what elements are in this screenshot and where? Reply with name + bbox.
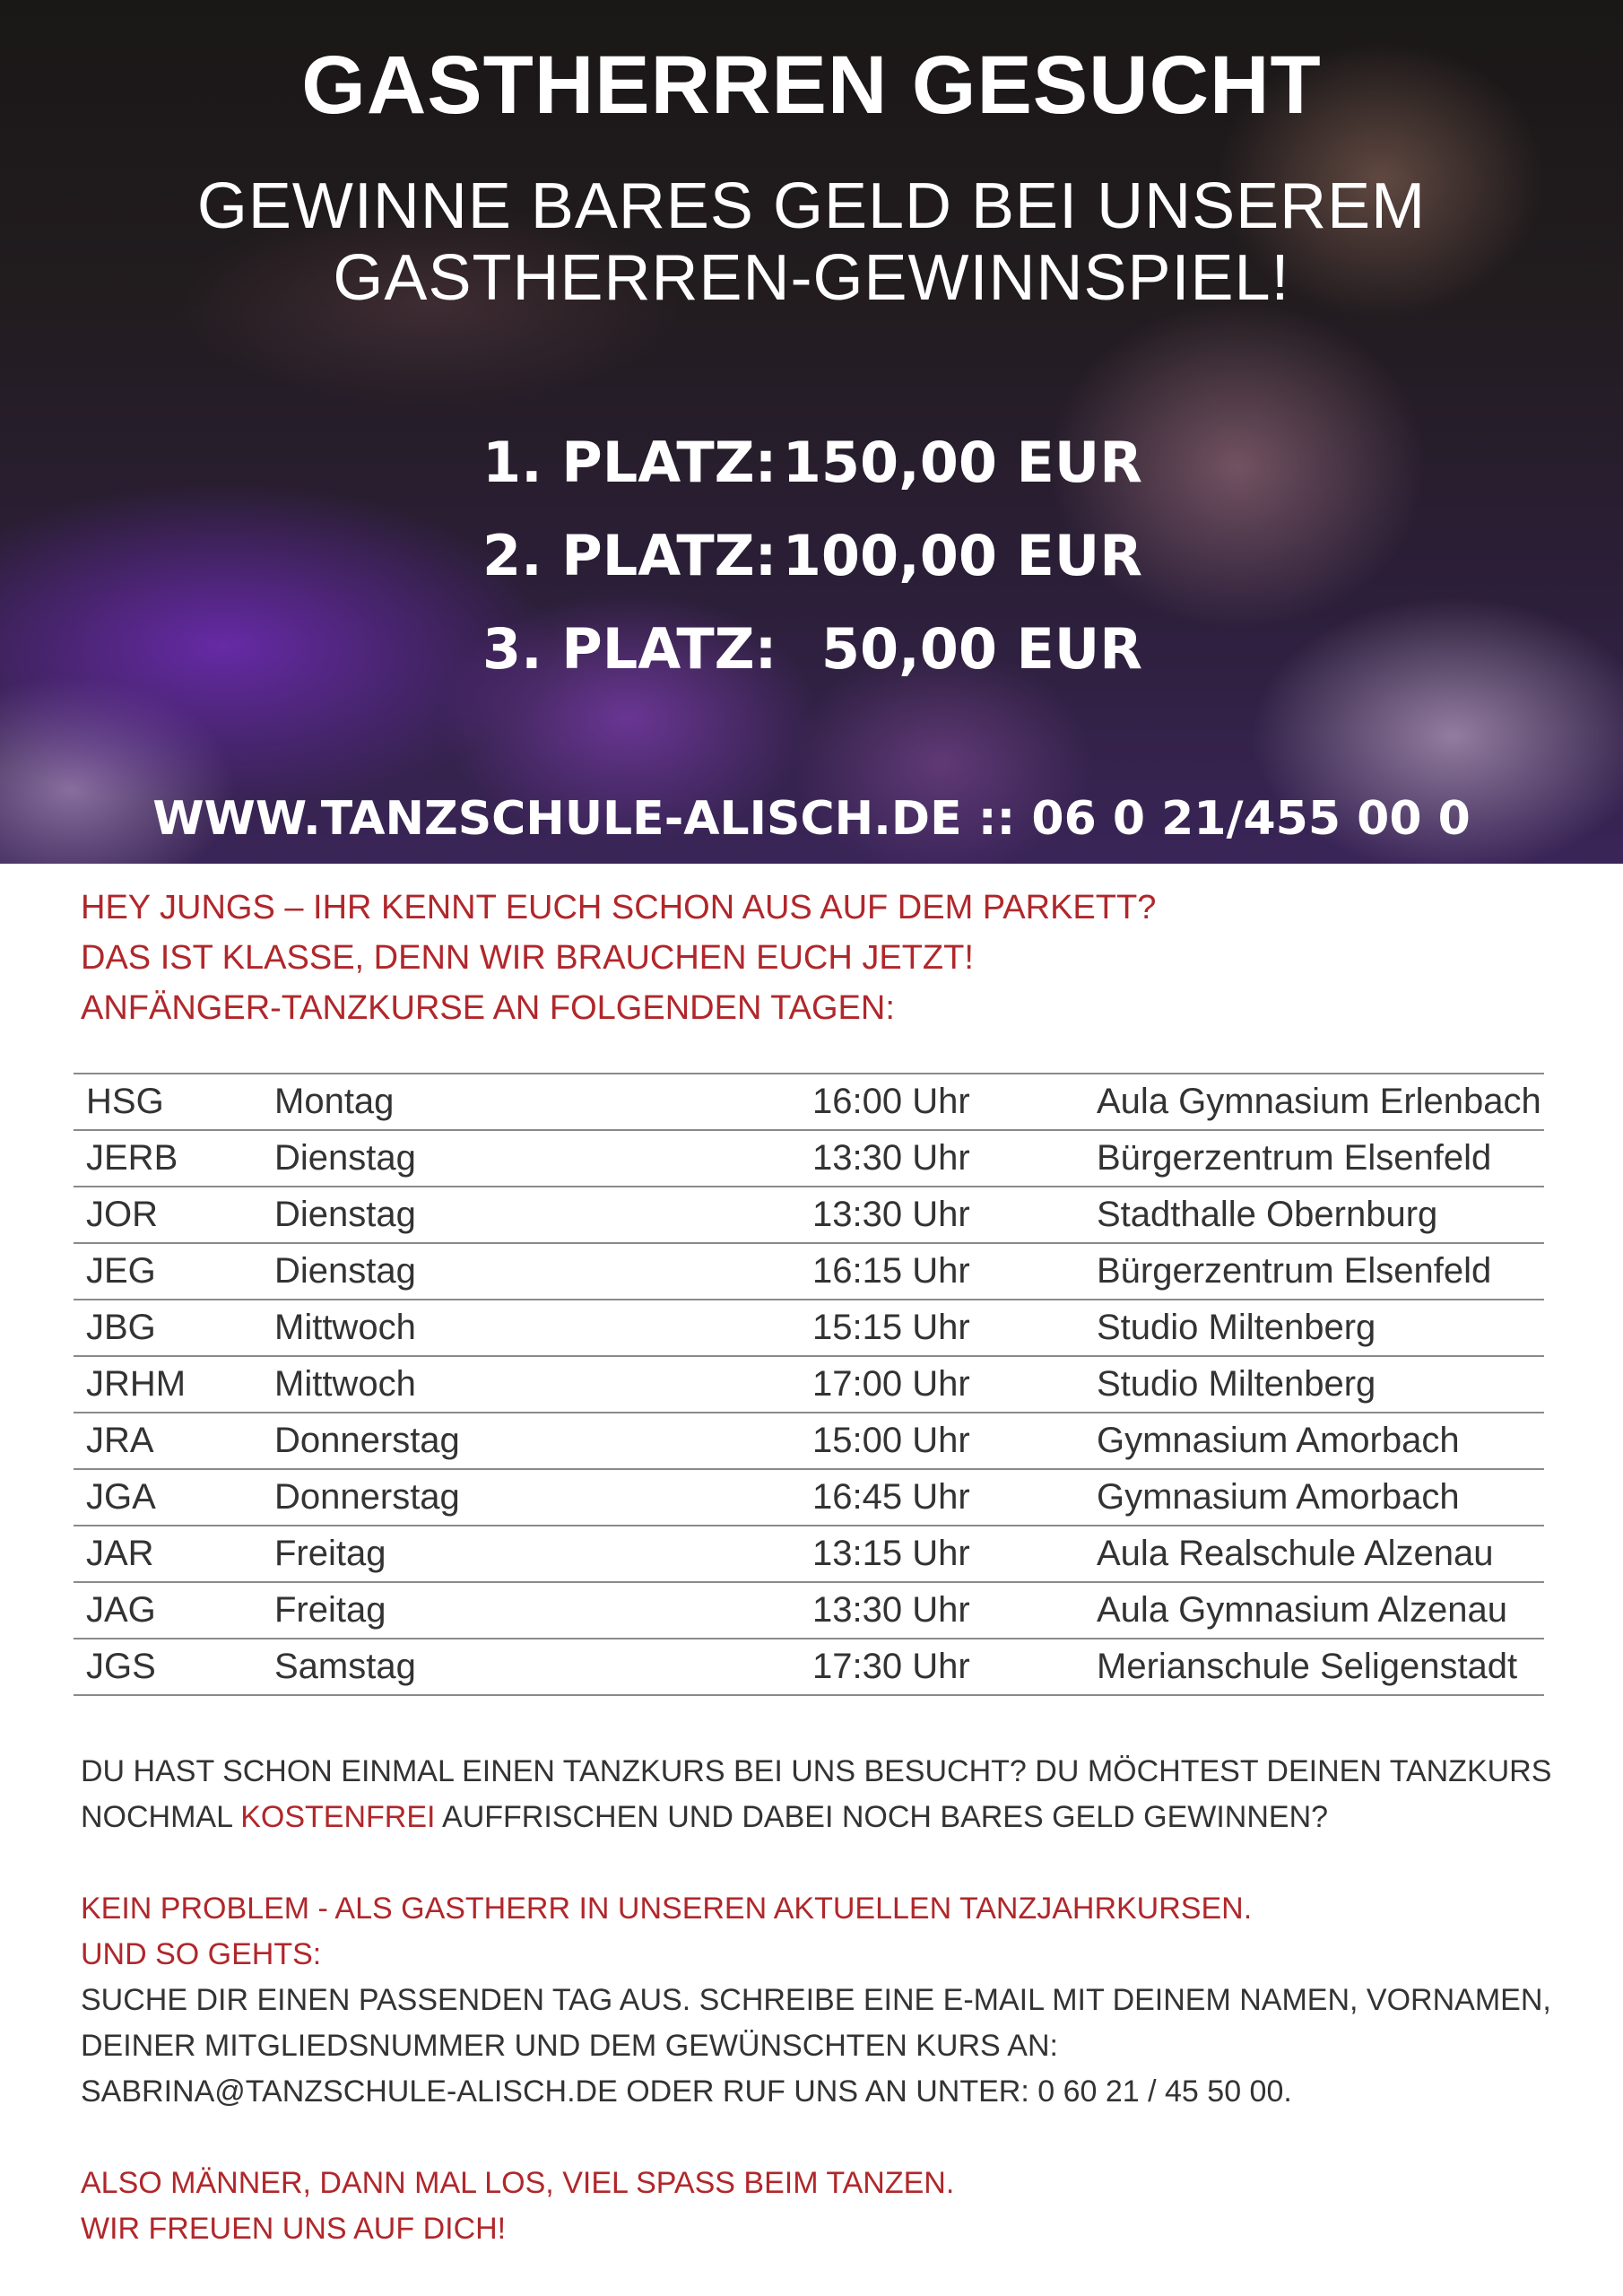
- course-code: JGS: [74, 1639, 262, 1695]
- course-day: Dienstag: [262, 1130, 800, 1187]
- prize-label: 2. PLATZ:: [482, 523, 777, 588]
- info-line: DEINER MITGLIEDSNUMMER UND DEM GEWÜNSCHTEN KURS AN:: [81, 2029, 1058, 2063]
- course-time: 15:15 Uhr: [800, 1300, 1084, 1356]
- course-location: Studio Miltenberg: [1084, 1300, 1544, 1356]
- course-location: Studio Miltenberg: [1084, 1356, 1544, 1413]
- intro-line: DAS IST KLASSE, DENN WIR BRAUCHEN EUCH JETZT!: [81, 939, 974, 977]
- prize-row: [482, 509, 1164, 603]
- table-row: [74, 1639, 1544, 1695]
- course-code: JGA: [74, 1469, 262, 1526]
- intro-line: HEY JUNGS – IHR KENNT EUCH SCHON AUS AUF DEM PARKETT?: [81, 889, 1157, 926]
- course-location: Aula Gymnasium Alzenau: [1084, 1582, 1544, 1639]
- course-day: Dienstag: [262, 1243, 800, 1300]
- course-time: 15:00 Uhr: [800, 1413, 1084, 1469]
- info-line: SUCHE DIR EINEN PASSENDEN TAG AUS. SCHREIBE EINE E-MAIL MIT DEINEM NAMEN, VORNAMEN,: [81, 1983, 1551, 2017]
- course-code: JRHM: [74, 1356, 262, 1413]
- info-line: UND SO GEHTS:: [81, 1937, 322, 1971]
- hero-subtitle-line: GASTHERREN-GEWINNSPIEL!: [333, 242, 1290, 314]
- course-time: 13:15 Uhr: [800, 1526, 1084, 1582]
- course-code: HSG: [74, 1074, 262, 1130]
- course-location: Stadthalle Obernburg: [1084, 1187, 1544, 1243]
- course-time: 13:30 Uhr: [800, 1582, 1084, 1639]
- course-location: Gymnasium Amorbach: [1084, 1469, 1544, 1526]
- course-day: Montag: [262, 1074, 800, 1130]
- prize-row: [482, 416, 1164, 509]
- course-location: Gymnasium Amorbach: [1084, 1413, 1544, 1469]
- prize-list: [482, 416, 1164, 696]
- info-text-part: AUFFRISCHEN UND DABEI NOCH BARES GELD GEWINNEN?: [435, 1800, 1329, 1834]
- prize-label: 3. PLATZ:: [482, 616, 777, 682]
- hero-subtitle-line: GEWINNE BARES GELD BEI UNSEREM: [196, 170, 1427, 242]
- course-location: Bürgerzentrum Elsenfeld: [1084, 1130, 1544, 1187]
- hero-banner: [0, 0, 1623, 864]
- course-code: JAR: [74, 1526, 262, 1582]
- course-time: 13:30 Uhr: [800, 1130, 1084, 1187]
- table-row: [74, 1130, 1544, 1187]
- spacer: [81, 1840, 1569, 1886]
- email-contact-line[interactable]: SABRINA@TANZSCHULE-ALISCH.DE ODER RUF UNS AN UNTER: 0 60 21 / 45 50 00.: [81, 2074, 1292, 2109]
- info-line: [81, 1795, 1569, 1840]
- contact-line[interactable]: WWW.TANZSCHULE-ALISCH.DE :: 06 0 21/455 00 0: [152, 792, 1471, 846]
- table-row: [74, 1526, 1544, 1582]
- prize-label: 1. PLATZ:: [482, 430, 777, 495]
- course-location: Aula Gymnasium Erlenbach: [1084, 1074, 1544, 1130]
- prize-row: [482, 603, 1164, 696]
- course-day: Samstag: [262, 1639, 800, 1695]
- course-day: Freitag: [262, 1582, 800, 1639]
- course-code: JOR: [74, 1187, 262, 1243]
- course-code: JRA: [74, 1413, 262, 1469]
- course-time: 16:45 Uhr: [800, 1469, 1084, 1526]
- prize-amount: 100,00 EUR: [782, 523, 1142, 588]
- hero-subtitle: [0, 170, 1623, 314]
- spacer: [81, 2115, 1569, 2161]
- info-line: DU HAST SCHON EINMAL EINEN TANZKURS BEI UNS BESUCHT? DU MÖCHTEST DEINEN TANZKURS: [81, 1754, 1552, 1788]
- table-row: [74, 1413, 1544, 1469]
- course-day: Freitag: [262, 1526, 800, 1582]
- info-line: WIR FREUEN UNS AUF DICH!: [81, 2212, 507, 2246]
- table-row: [74, 1356, 1544, 1413]
- course-location: Merianschule Seligenstadt: [1084, 1639, 1544, 1695]
- course-code: JBG: [74, 1300, 262, 1356]
- course-code: JERB: [74, 1130, 262, 1187]
- course-schedule-table: [74, 1073, 1544, 1696]
- course-day: Mittwoch: [262, 1356, 800, 1413]
- info-text: [81, 1749, 1569, 2252]
- course-time: 16:00 Uhr: [800, 1074, 1084, 1130]
- table-row: [74, 1074, 1544, 1130]
- course-time: 13:30 Uhr: [800, 1187, 1084, 1243]
- intro-text: [81, 883, 1551, 1033]
- course-location: Bürgerzentrum Elsenfeld: [1084, 1243, 1544, 1300]
- course-schedule-body: [74, 1074, 1544, 1695]
- table-row: [74, 1187, 1544, 1243]
- table-row: [74, 1469, 1544, 1526]
- course-time: 17:00 Uhr: [800, 1356, 1084, 1413]
- course-time: 17:30 Uhr: [800, 1639, 1084, 1695]
- table-row: [74, 1582, 1544, 1639]
- highlight-kostenfrei: KOSTENFREI: [240, 1800, 436, 1834]
- table-row: [74, 1243, 1544, 1300]
- info-text-part: NOCHMAL: [81, 1800, 241, 1834]
- info-line: KEIN PROBLEM - ALS GASTHERR IN UNSEREN AKTUELLEN TANZJAHRKURSEN.: [81, 1892, 1253, 1926]
- course-day: Donnerstag: [262, 1413, 800, 1469]
- course-day: Donnerstag: [262, 1469, 800, 1526]
- course-day: Dienstag: [262, 1187, 800, 1243]
- page-title: GASTHERREN GESUCHT: [301, 39, 1322, 131]
- course-time: 16:15 Uhr: [800, 1243, 1084, 1300]
- course-day: Mittwoch: [262, 1300, 800, 1356]
- intro-line: ANFÄNGER-TANZKURSE AN FOLGENDEN TAGEN:: [81, 989, 895, 1027]
- course-code: JEG: [74, 1243, 262, 1300]
- info-line: ALSO MÄNNER, DANN MAL LOS, VIEL SPASS BEIM TANZEN.: [81, 2166, 955, 2200]
- course-code: JAG: [74, 1582, 262, 1639]
- prize-amount: 150,00 EUR: [782, 430, 1142, 495]
- prize-amount: 50,00 EUR: [820, 616, 1142, 682]
- course-location: Aula Realschule Alzenau: [1084, 1526, 1544, 1582]
- table-row: [74, 1300, 1544, 1356]
